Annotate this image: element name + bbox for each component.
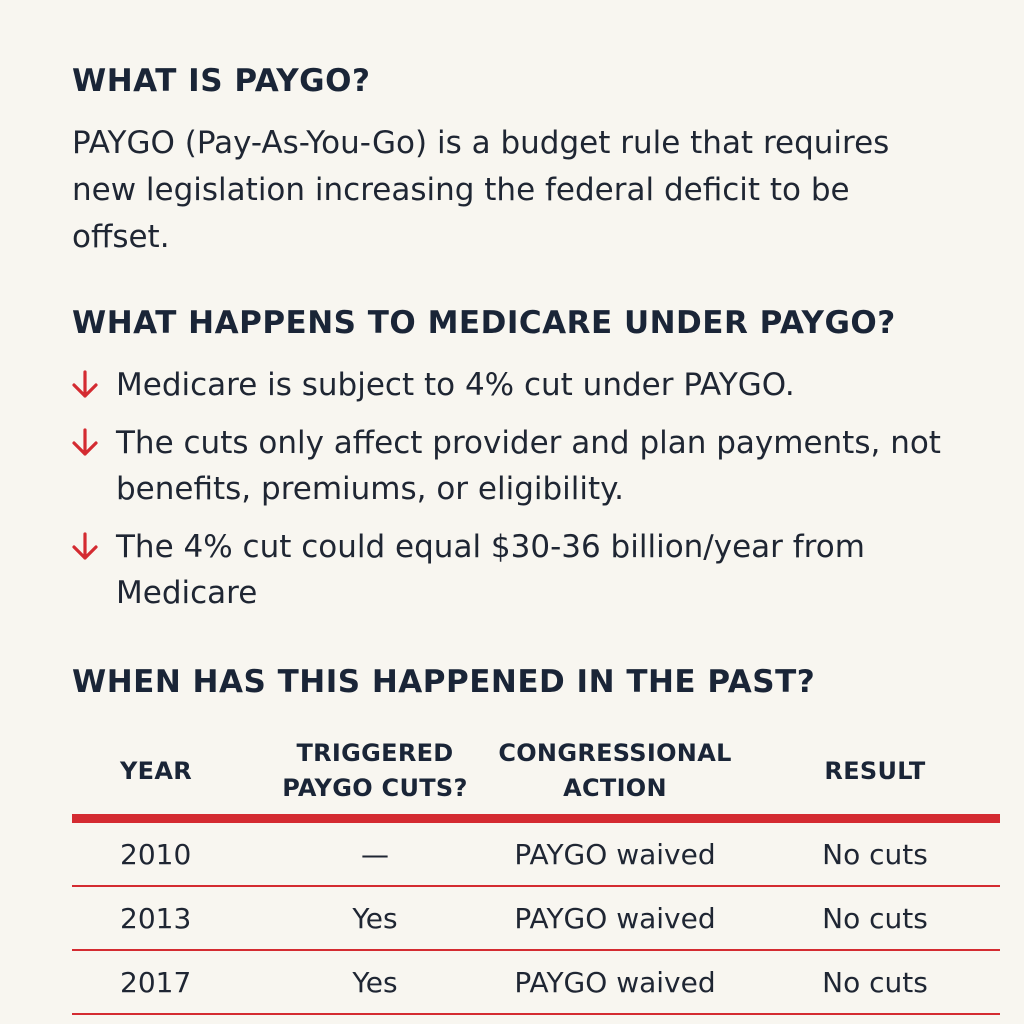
cell-action: PAYGO waived xyxy=(480,819,750,887)
cell-result: No cuts xyxy=(750,950,1000,1014)
paygo-history-table xyxy=(72,728,1000,1015)
cell-action: PAYGO waived xyxy=(480,950,750,1014)
table-row xyxy=(72,886,1000,950)
cell-result: No cuts xyxy=(750,819,1000,887)
bullet-text: The cuts only affect provider and plan payments, not benefits, premiums, or eligibility. xyxy=(116,425,941,507)
cell-action: PAYGO waived xyxy=(480,886,750,950)
table-header-row xyxy=(72,728,1000,819)
medicare-bullet-list xyxy=(68,362,948,628)
arrow-down-icon xyxy=(68,426,102,460)
cell-triggered: Yes xyxy=(270,886,480,950)
arrow-down-icon xyxy=(68,530,102,564)
bullet-text: Medicare is subject to 4% cut under PAYGO. xyxy=(116,367,795,403)
cell-year: 2010 xyxy=(72,819,270,887)
cell-year: 2017 xyxy=(72,950,270,1014)
table-row xyxy=(72,950,1000,1014)
bullet-text: The 4% cut could equal $30-36 billion/year from Medicare xyxy=(116,529,865,611)
arrow-down-icon xyxy=(68,368,102,402)
cell-triggered: Yes xyxy=(270,950,480,1014)
column-header-year: YEAR xyxy=(72,728,270,819)
section-heading-medicare-under-paygo: WHAT HAPPENS TO MEDICARE UNDER PAYGO? xyxy=(72,305,896,341)
paygo-history-table-wrapper xyxy=(72,728,952,1015)
column-header-triggered: TRIGGERED PAYGO CUTS? xyxy=(270,728,480,819)
bullet-item xyxy=(68,362,948,408)
cell-year: 2013 xyxy=(72,886,270,950)
column-header-result: RESULT xyxy=(750,728,1000,819)
bullet-item xyxy=(68,524,948,616)
bullet-item xyxy=(68,420,948,512)
table-row xyxy=(72,819,1000,887)
cell-result: No cuts xyxy=(750,886,1000,950)
cell-triggered: — xyxy=(270,819,480,887)
section-heading-what-is-paygo: WHAT IS PAYGO? xyxy=(72,63,371,99)
column-header-action: CONGRESSIONAL ACTION xyxy=(480,728,750,819)
section-heading-past-occurrences: WHEN HAS THIS HAPPENED IN THE PAST? xyxy=(72,664,816,700)
paygo-definition-text: PAYGO (Pay-As-You-Go) is a budget rule that requires new legislation increasing the federal deficit to be offset. xyxy=(72,125,890,255)
